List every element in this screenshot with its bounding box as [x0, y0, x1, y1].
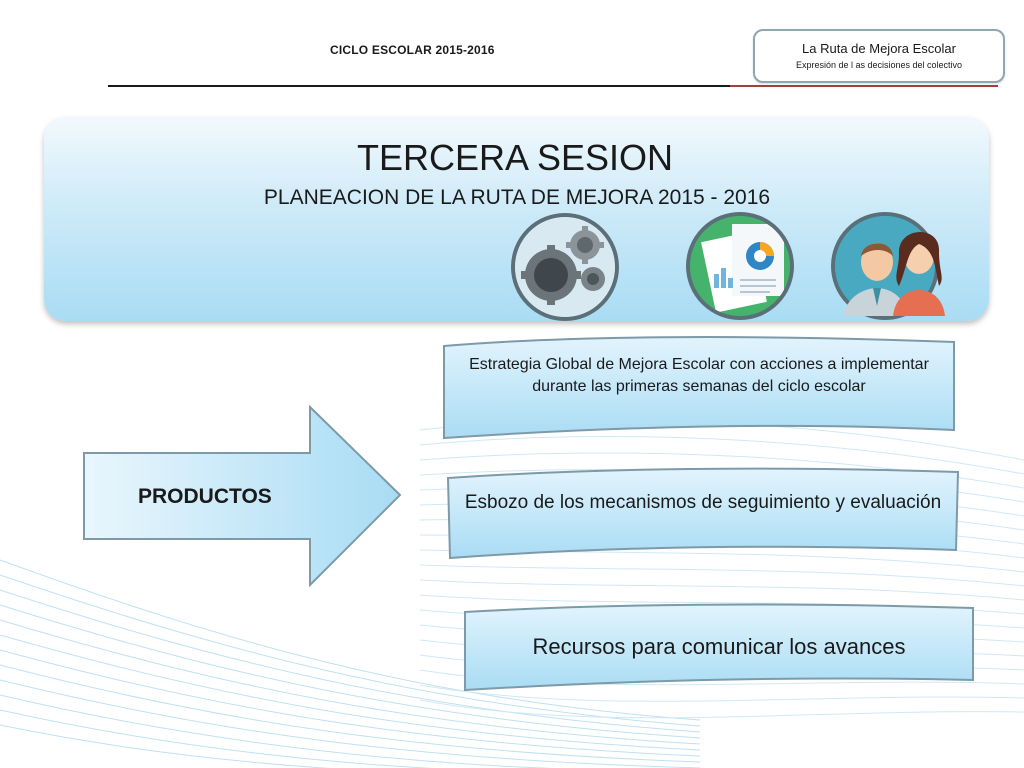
product-ribbon-3 — [463, 602, 975, 692]
header-divider-accent — [730, 85, 998, 87]
product-ribbon-1 — [442, 334, 956, 442]
product-ribbon-2 — [446, 466, 960, 560]
product-item-2-text: Esbozo de los mecanismos de seguimiento y evaluación — [464, 492, 942, 513]
product-item-1-text: Estrategia Global de Mejora Escolar con acciones a implementar durante las primeras semanas del ciclo escolar — [469, 356, 929, 395]
people-icon — [831, 212, 939, 320]
session-title: TERCERA SESION — [356, 137, 674, 178]
badge-subtitle: Expresión de l as decisiones del colectivo — [795, 60, 963, 70]
products-label: PRODUCTOS — [138, 485, 272, 508]
session-subtitle: PLANEACION DE LA RUTA DE MEJORA 2015 - 2016 — [263, 186, 771, 209]
report-chart-icon — [686, 212, 794, 320]
program-badge — [753, 29, 1005, 83]
school-cycle-label: CICLO ESCOLAR 2015-2016 — [330, 43, 495, 57]
gears-icon — [511, 213, 619, 321]
badge-title: La Ruta de Mejora Escolar — [802, 41, 956, 56]
product-item-3-text: Recursos para comunicar los avances — [532, 634, 906, 659]
